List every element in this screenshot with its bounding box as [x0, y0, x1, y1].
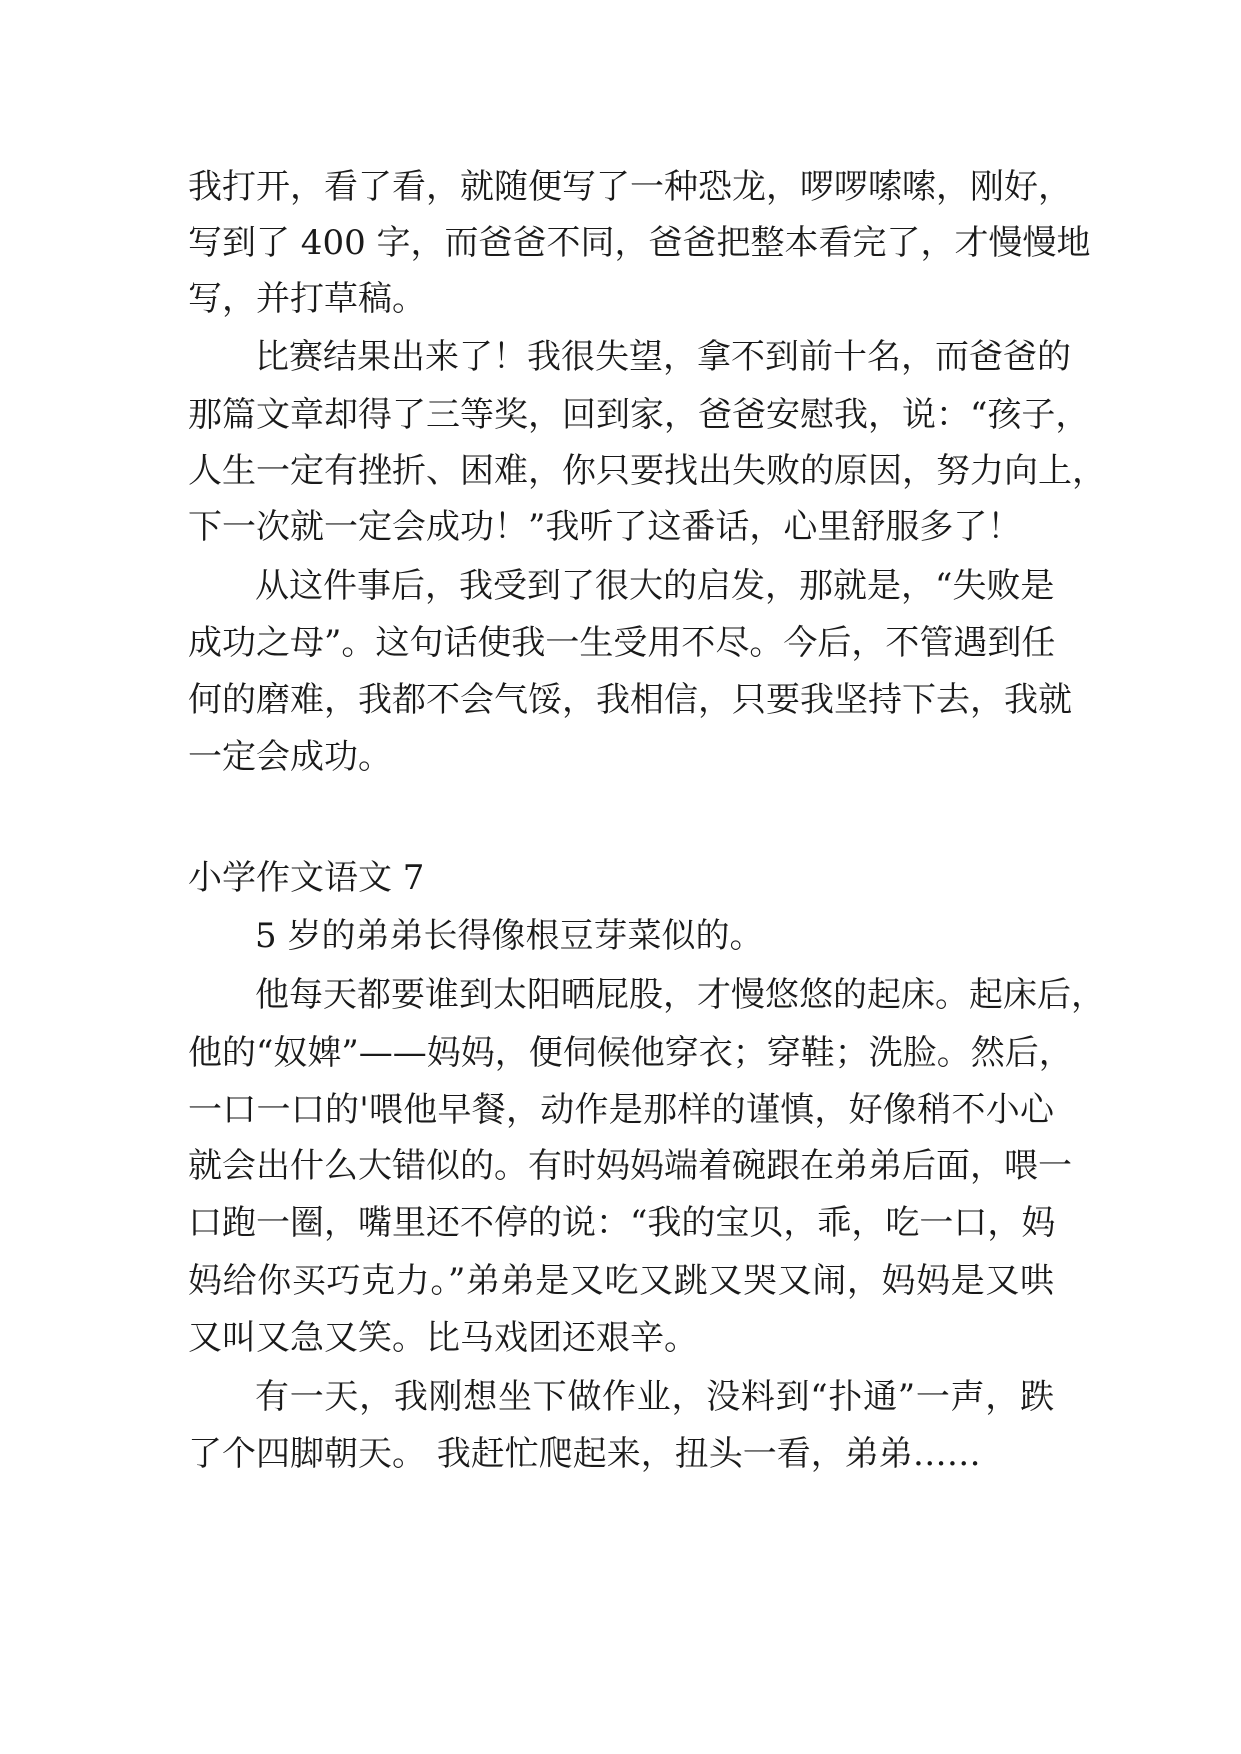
essay-7-p2-line-7: 又叫又急又笑。比马戏团还艰辛。	[188, 1318, 698, 1358]
essay-continued-p1-line-1: 我打开，看了看，就随便写了一种恐龙，啰啰嗦嗦，刚好，	[188, 167, 1072, 207]
essay-continued-p2-line-3: 人生一定有挫折、困难，你只要找出失败的原因，努力向上，	[188, 451, 1106, 491]
essay-7-p2-line-5: 口跑一圈，嘴里还不停的说：“我的宝贝，乖，吃一口，妈	[188, 1203, 1056, 1243]
essay-continued-p1-line-3: 写，并打草稿。	[188, 279, 426, 319]
essay-7-p2-line-4: 就会出什么大错似的。有时妈妈端着碗跟在弟弟后面，喂一	[188, 1146, 1072, 1186]
essay-continued-p2-line-2: 那篇文章却得了三等奖，回到家，爸爸安慰我，说：“孩子，	[188, 395, 1090, 435]
essay-continued-p2-line-1: 比赛结果出来了！我很失望，拿不到前十名，而爸爸的	[255, 337, 1071, 377]
essay-7-p2-line-3: 一口一口的'喂他早餐，动作是那样的谨慎，好像稍不小心	[188, 1090, 1054, 1130]
essay-7-title: 小学作文语文 7	[188, 858, 425, 898]
essay-continued-p1-line-2: 写到了 400 字，而爸爸不同，爸爸把整本看完了，才慢慢地	[188, 223, 1091, 263]
essay-continued-p3-line-1: 从这件事后，我受到了很大的启发，那就是，“失败是	[255, 566, 1055, 606]
essay-continued-p3-line-4: 一定会成功。	[188, 737, 392, 777]
essay-7-p2-line-2: 他的“奴婢”——妈妈，便伺候他穿衣；穿鞋；洗脸。然后，	[188, 1033, 1073, 1073]
essay-7-p2-line-6: 妈给你买巧克力。”弟弟是又吃又跳又哭又闹，妈妈是又哄	[188, 1261, 1054, 1301]
essay-7-p3-line-2: 了个四脚朝天。 我赶忙爬起来，扭头一看，弟弟……	[188, 1434, 981, 1474]
essay-continued-p3-line-2: 成功之母”。这句话使我一生受用不尽。今后，不管遇到任	[188, 623, 1056, 663]
essay-continued-p2-line-4: 下一次就一定会成功！”我听了这番话，心里舒服多了！	[188, 507, 1022, 547]
essay-7-p2-line-1: 他每天都要谁到太阳晒屁股，才慢悠悠的起床。起床后，	[255, 975, 1105, 1015]
essay-continued-p3-line-3: 何的磨难，我都不会气馁，我相信，只要我坚持下去，我就	[188, 680, 1072, 720]
essay-7-p3-line-1: 有一天，我刚想坐下做作业，没料到“扑通”一声，跌	[255, 1377, 1054, 1417]
essay-7-p1-line-1: 5 岁的弟弟长得像根豆芽菜似的。	[255, 916, 764, 956]
